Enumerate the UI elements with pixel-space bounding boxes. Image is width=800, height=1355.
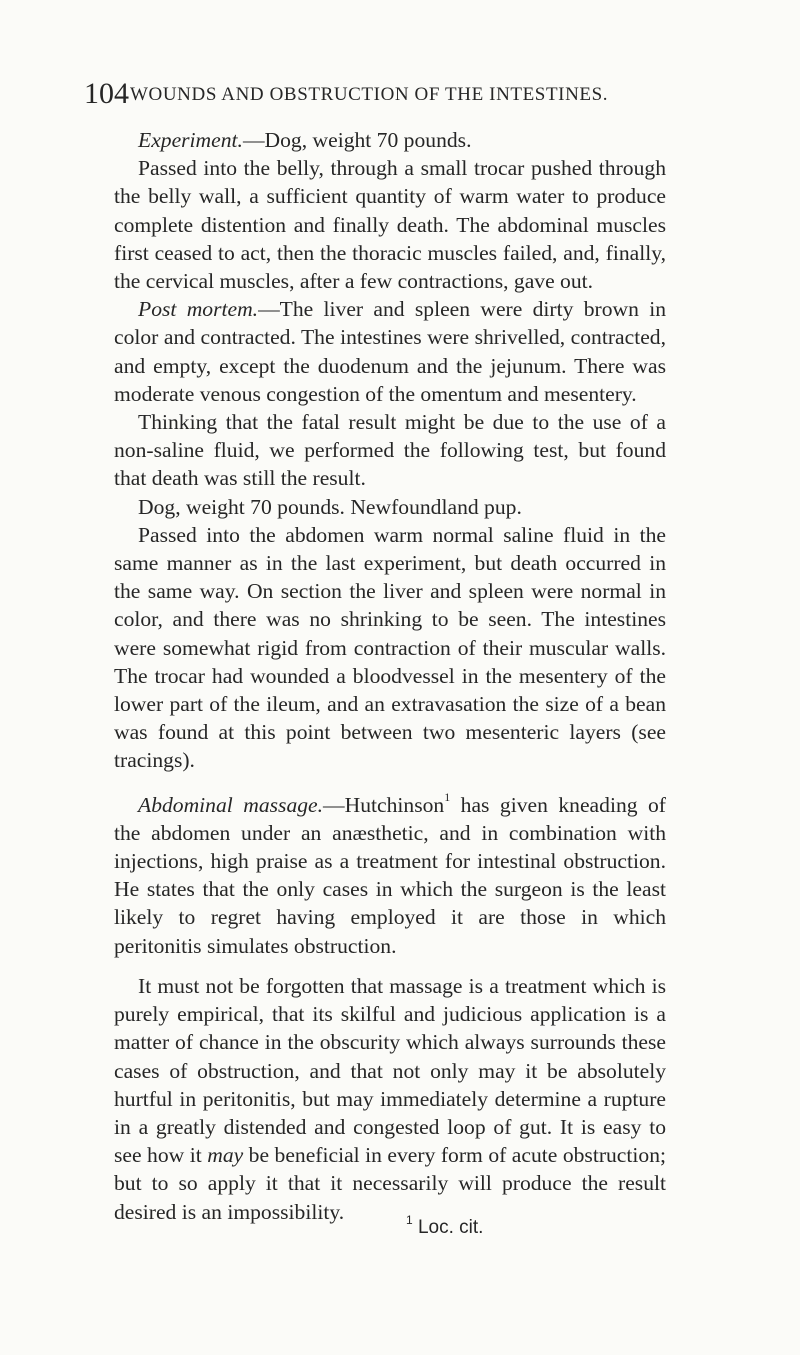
body-text	[114, 126, 666, 1226]
paragraph-post-mortem: Post mortem.—The liver and spleen were dirty brown in color and contracted. The intestines were shrivelled, contracted, and empty, except the duodenum and the jejunum. There was moderate venous congestion of the omentum and mesentery.	[114, 297, 666, 406]
running-head: WOUNDS AND OBSTRUCTION OF THE INTESTINES.	[130, 84, 609, 105]
paragraph: Passed into the abdomen warm normal saline fluid in the same manner as in the last experiment, but death occurred in the same way. On section the liver and spleen were normal in color, and there was no shrinking to be seen. The intestines were somewhat rigid from contraction of their muscular walls. The trocar had wounded a bloodvessel in the mesentery of the lower part of the ileum, and an extravasation the size of a bean was found at this point between two mesenteric layers (see tracings).	[114, 522, 666, 773]
paragraph-experiment: Experiment.—Dog, weight 70 pounds.	[138, 128, 472, 152]
footnote-text: Loc. cit.	[412, 1217, 484, 1238]
page-header	[84, 76, 704, 112]
italic-lead: Post mortem.	[138, 297, 259, 322]
footnote	[406, 1212, 484, 1240]
paragraph-abdominal-massage: Abdominal massage.—Hutchinson$^1$ has given kneading of the abdomen under an anæsthetic, and in combination with injections, high praise as a treatment for intestinal obstruction. He states that the only cases in which the surgeon is the least likely to regret having employed it are those in which peritonitis simulates obstruction.	[114, 790, 666, 958]
paragraph: It must not be forgotten that massage is a treatment which is purely empirical, that its skilful and judicious application is a matter of chance in the obscurity which always surrounds these cases of obstruction, and that not only may it be absolutely hurtful in peritonitis, but may immediately determine a rupture in a greatly distended and congested loop of gut. It is easy to see how it may be beneficial in every form of acute obstruction; but to so apply it that it necessarily will produce the result desired is an impossibility.	[114, 973, 666, 1224]
footnote-marker: 1	[406, 1212, 413, 1227]
page-number: 104	[84, 77, 129, 110]
italic-emphasis: may	[207, 1143, 244, 1168]
italic-lead: Experiment.	[138, 128, 243, 152]
paragraph: Thinking that the fatal result might be due to the use of a non-saline fluid, we performed the following test, but found that death was still the result.	[114, 410, 666, 491]
paragraph: Dog, weight 70 pounds. Newfoundland pup.	[138, 494, 522, 519]
italic-lead: Abdominal massage.	[138, 792, 324, 817]
footnote-ref: 1	[444, 790, 451, 805]
paragraph: Passed into the belly, through a small trocar pushed through the belly wall, a sufficient quantity of warm water to produce complete distention and finally death. The abdominal muscles first ceased to act, then the thoracic muscles failed, and, finally, the cervical muscles, after a few contractions, gave out.	[114, 156, 666, 294]
